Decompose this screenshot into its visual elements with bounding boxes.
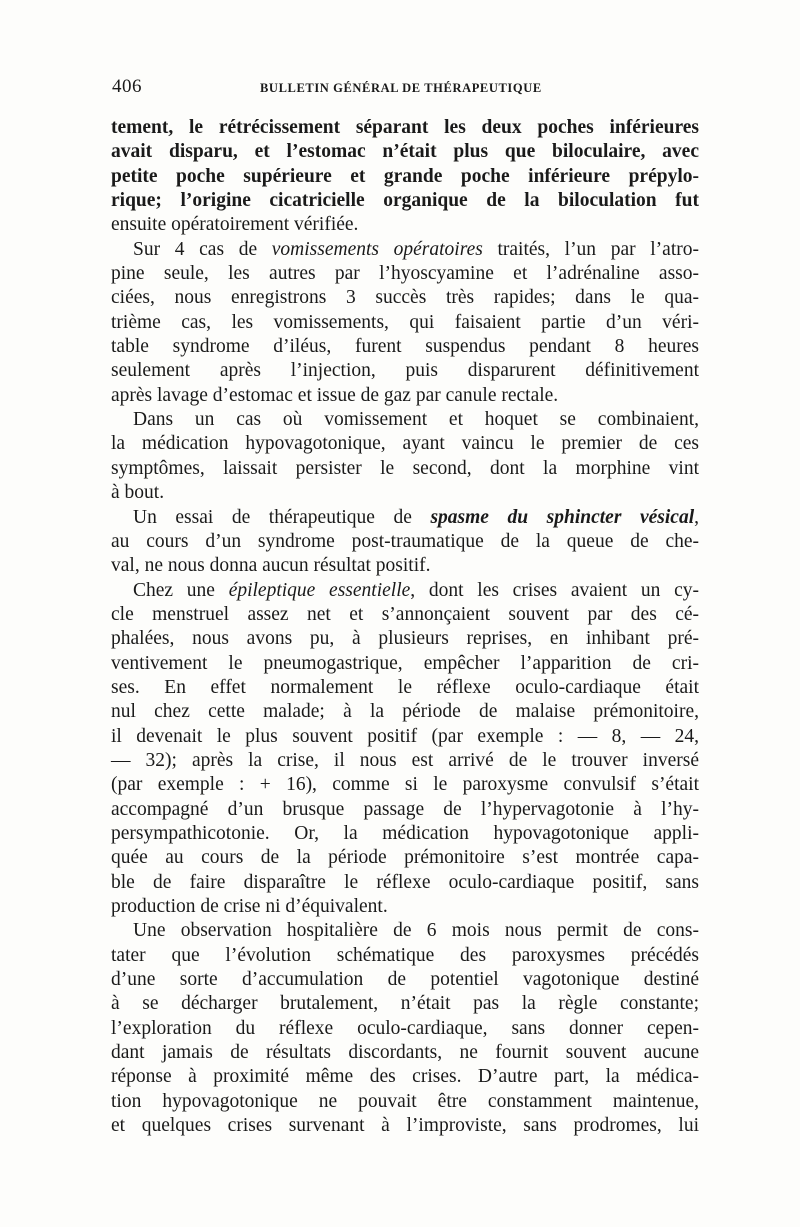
text-line: phalées, nous avons pu, à plusieurs reprises, en inhibant pré- — [111, 628, 699, 650]
text-line: Sur 4 cas de vomissements opératoires traités, l’un par l’atro- — [133, 238, 699, 260]
text-line: rique; l’origine cicatricielle organique de la biloculation fut — [111, 190, 699, 212]
text-line: seulement après l’injection, puis disparurent définitivement — [111, 360, 699, 382]
running-header — [112, 76, 698, 100]
text-line: persympathicotonie. Or, la médication hypovagotonique appli- — [111, 822, 699, 844]
text-line: ble de faire disparaître le réflexe oculo-cardiaque positif, sans — [111, 871, 699, 893]
text-line: ventivement le pneumogastrique, empêcher l’apparition de cri- — [111, 652, 699, 674]
text-line: ensuite opératoirement vérifiée. — [111, 214, 359, 236]
text-line: au cours d’un syndrome post-traumatique de la queue de che- — [111, 530, 699, 552]
text-line: réponse à proximité même des crises. D’autre part, la médica- — [111, 1066, 699, 1088]
text-line: trième cas, les vomissements, qui faisaient partie d’un véri- — [111, 311, 699, 333]
italic-term: vomissements opératoires — [271, 238, 483, 260]
text-line: production de crise ni d’équivalent. — [111, 896, 388, 917]
journal-title: BULLETIN GÉNÉRAL DE THÉRAPEUTIQUE — [260, 81, 542, 95]
text-line: table syndrome d’iléus, furent suspendus pendant 8 heures — [111, 336, 699, 358]
text-line: la médication hypovagotonique, ayant vaincu le premier de ces — [111, 433, 699, 455]
text-line: à se décharger brutalement, n’était pas la règle constante; — [111, 993, 699, 1015]
text-line: et quelques crises survenant à l’improviste, sans prodromes, lui — [111, 1115, 699, 1137]
text-line: tement, le rétrécissement séparant les deux poches inférieures — [111, 117, 699, 138]
text-line: ciées, nous enregistrons 3 succès très rapides; dans le qua- — [111, 287, 699, 309]
italic-term: spasme du sphincter vésical — [430, 506, 695, 528]
text-line: Chez une épileptique essentielle, dont les crises avaient un cy- — [133, 579, 699, 601]
text-line: symptômes, laissait persister le second, dont la morphine vint — [111, 457, 699, 479]
text-line: tion hypovagotonique ne pouvait être constamment maintenue, — [111, 1090, 699, 1112]
italic-term: épileptique essentielle — [228, 579, 411, 601]
text-line: Un essai de thérapeutique de spasme du sphincter vésical, — [133, 506, 699, 528]
page-number: 406 — [112, 76, 142, 97]
text-line: il devenait le plus souvent positif (par exemple : — 8, — 24, — [111, 725, 699, 747]
text-line: d’une sorte d’accumulation de potentiel vagotonique destiné — [111, 969, 699, 991]
text-line: avait disparu, et l’estomac n’était plus que biloculaire, avec — [111, 141, 699, 163]
text-line: après lavage d’estomac et issue de gaz par canule rectale. — [111, 384, 559, 406]
text-line: à bout. — [111, 482, 165, 504]
text-line: val, ne nous donna aucun résultat positif. — [111, 555, 431, 577]
text-line: Dans un cas où vomissement et hoquet se combinaient, — [133, 409, 699, 431]
text-line: (par exemple : + 16), comme si le paroxysme convulsif s’était — [111, 774, 699, 796]
text-line: Une observation hospitalière de 6 mois nous permit de cons- — [133, 920, 699, 942]
text-line: l’exploration du réflexe oculo-cardiaque, sans donner cepen- — [111, 1017, 699, 1039]
text-line: dant jamais de résultats discordants, ne fournit souvent aucune — [111, 1042, 699, 1064]
text-line: nul chez cette malade; à la période de malaise prémonitoire, — [111, 701, 699, 723]
text-line: petite poche supérieure et grande poche inférieure prépylo- — [111, 165, 699, 187]
body-text — [111, 116, 699, 1138]
text-line: tater que l’évolution schématique des paroxysmes précédés — [111, 944, 699, 966]
text-line: — 32); après la crise, il nous est arrivé de le trouver inversé — [111, 749, 699, 771]
text-line: cle menstruel assez net et s’annonçaient souvent par des cé- — [111, 603, 699, 625]
text-line: pine seule, les autres par l’hyoscyamine et l’adrénaline asso- — [111, 263, 699, 285]
text-line: accompagné d’un brusque passage de l’hypervagotonie à l’hy- — [111, 798, 699, 820]
text-line: quée au cours de la période prémonitoire s’est montrée capa- — [111, 847, 699, 869]
text-line: ses. En effet normalement le réflexe oculo-cardiaque était — [111, 676, 699, 698]
